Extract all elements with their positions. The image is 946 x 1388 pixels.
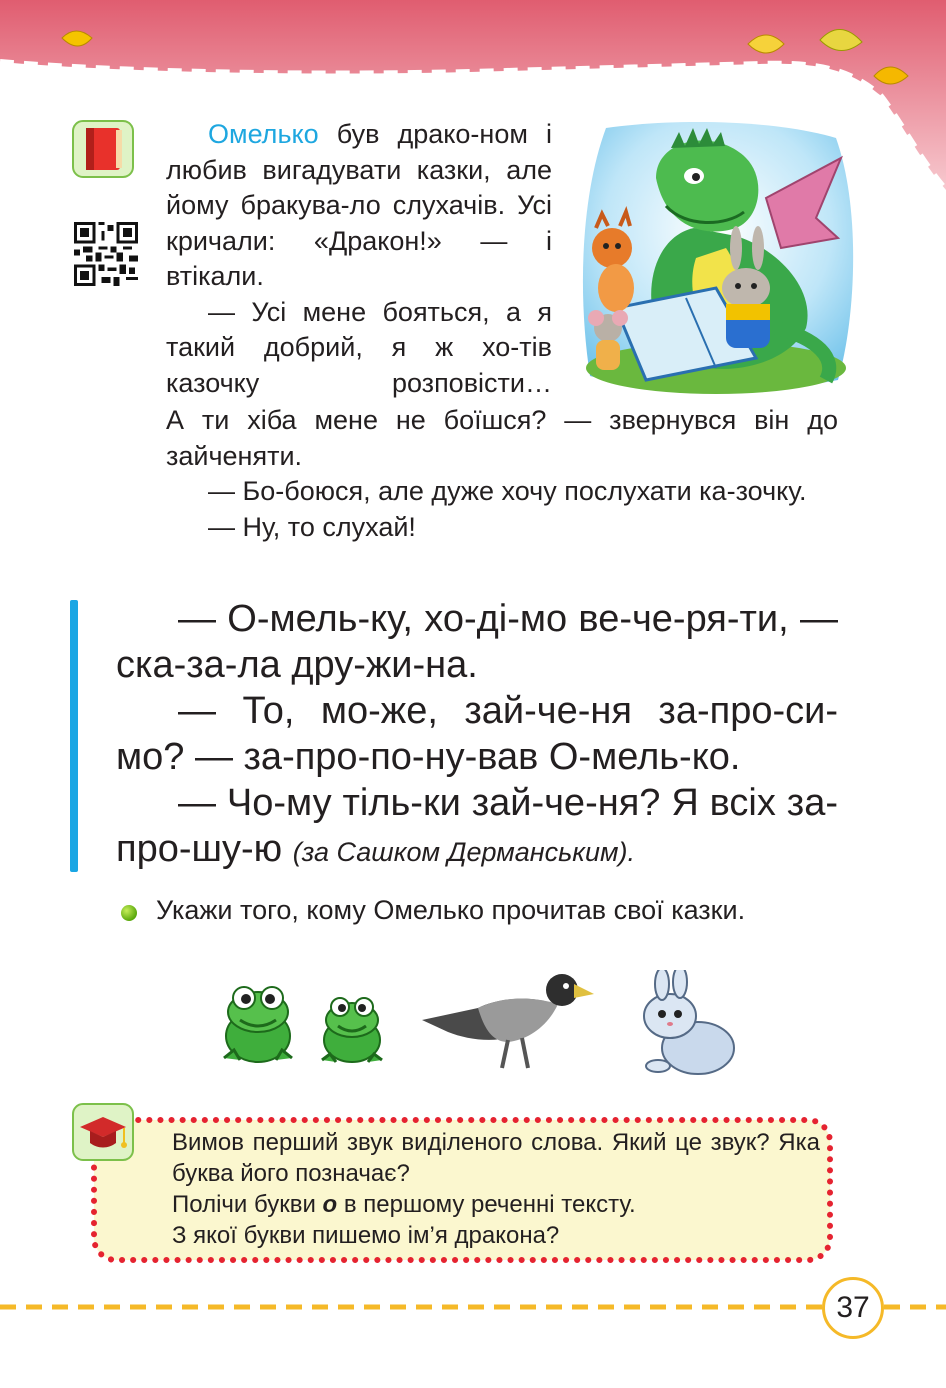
- syllable-reading-text: [116, 596, 838, 875]
- question-3: З якої букви пишемо ім’я дракона?: [172, 1222, 560, 1249]
- page-number-badge: [822, 1277, 884, 1339]
- qr-code-icon[interactable]: [74, 222, 138, 286]
- task-text: [156, 892, 838, 929]
- story-paragraph-4: — Бо-боюся, але дуже хочу послухати ка-зочку.: [208, 476, 807, 506]
- frog-icon[interactable]: [316, 990, 388, 1066]
- dragon-reading-illustration: [576, 118, 858, 396]
- source-attribution: (за Сашком Дерманським).: [292, 837, 636, 867]
- reading-line-3: [116, 780, 838, 875]
- bunny-icon[interactable]: [632, 970, 738, 1078]
- book-icon: [72, 120, 134, 178]
- question-2-start: Полічи букви: [172, 1191, 323, 1218]
- story-paragraph-5: — Ну, то слухай!: [208, 511, 416, 542]
- highlighted-word: Омелько: [208, 119, 319, 149]
- footer-dashed-line: [0, 1303, 946, 1311]
- crow-icon[interactable]: [418, 968, 594, 1072]
- story-paragraph-2: — Усі мене бояться, а я такий добрий, я ж хо-тів казочку розповісти…: [166, 296, 552, 398]
- story-paragraph-1: [166, 117, 552, 295]
- reading-line-2: — То, мо-же, зай-че-ня за-про-си-мо? — за-про-по-ну-вав О-мель-ко.: [116, 690, 838, 778]
- graduation-cap-icon: [72, 1103, 134, 1161]
- reading-block-accent-bar: [70, 600, 78, 872]
- question-1: Вимов перший звук виділеного слова. Який це звук? Яка буква його позначає?: [172, 1129, 820, 1187]
- story-paragraph-3: А ти хіба мене не боїшся? — звернувся він до зайченяти.: [166, 405, 838, 471]
- green-bullet-icon: [121, 905, 137, 921]
- page-number: 37: [836, 1291, 870, 1324]
- reading-line-3-text: — Чо-му тіль-ки зай-че-ня? Я всіх за-про-шу-ю: [116, 782, 838, 870]
- story-text-bottom: [166, 403, 838, 545]
- frog-icon[interactable]: [216, 978, 300, 1066]
- question-2-end: в першому реченні тексту.: [337, 1191, 636, 1218]
- task-line: Укажи того, кому Омелько прочитав свої казки.: [156, 895, 746, 925]
- story-text-top: [166, 117, 552, 401]
- letter-o: о: [322, 1191, 338, 1218]
- story-paragraph-1-text: був драко-ном і любив вигадувати казки, але йому бракува-ло слухачів. Усі кричали: «Дракон!» — і втікали.: [166, 119, 552, 291]
- reading-line-1: — О-мель-ку, хо-ді-мо ве-че-ря-ти, — ска-за-ла дру-жи-на.: [116, 598, 838, 686]
- questions-text: [172, 1127, 820, 1251]
- question-2: [172, 1189, 820, 1220]
